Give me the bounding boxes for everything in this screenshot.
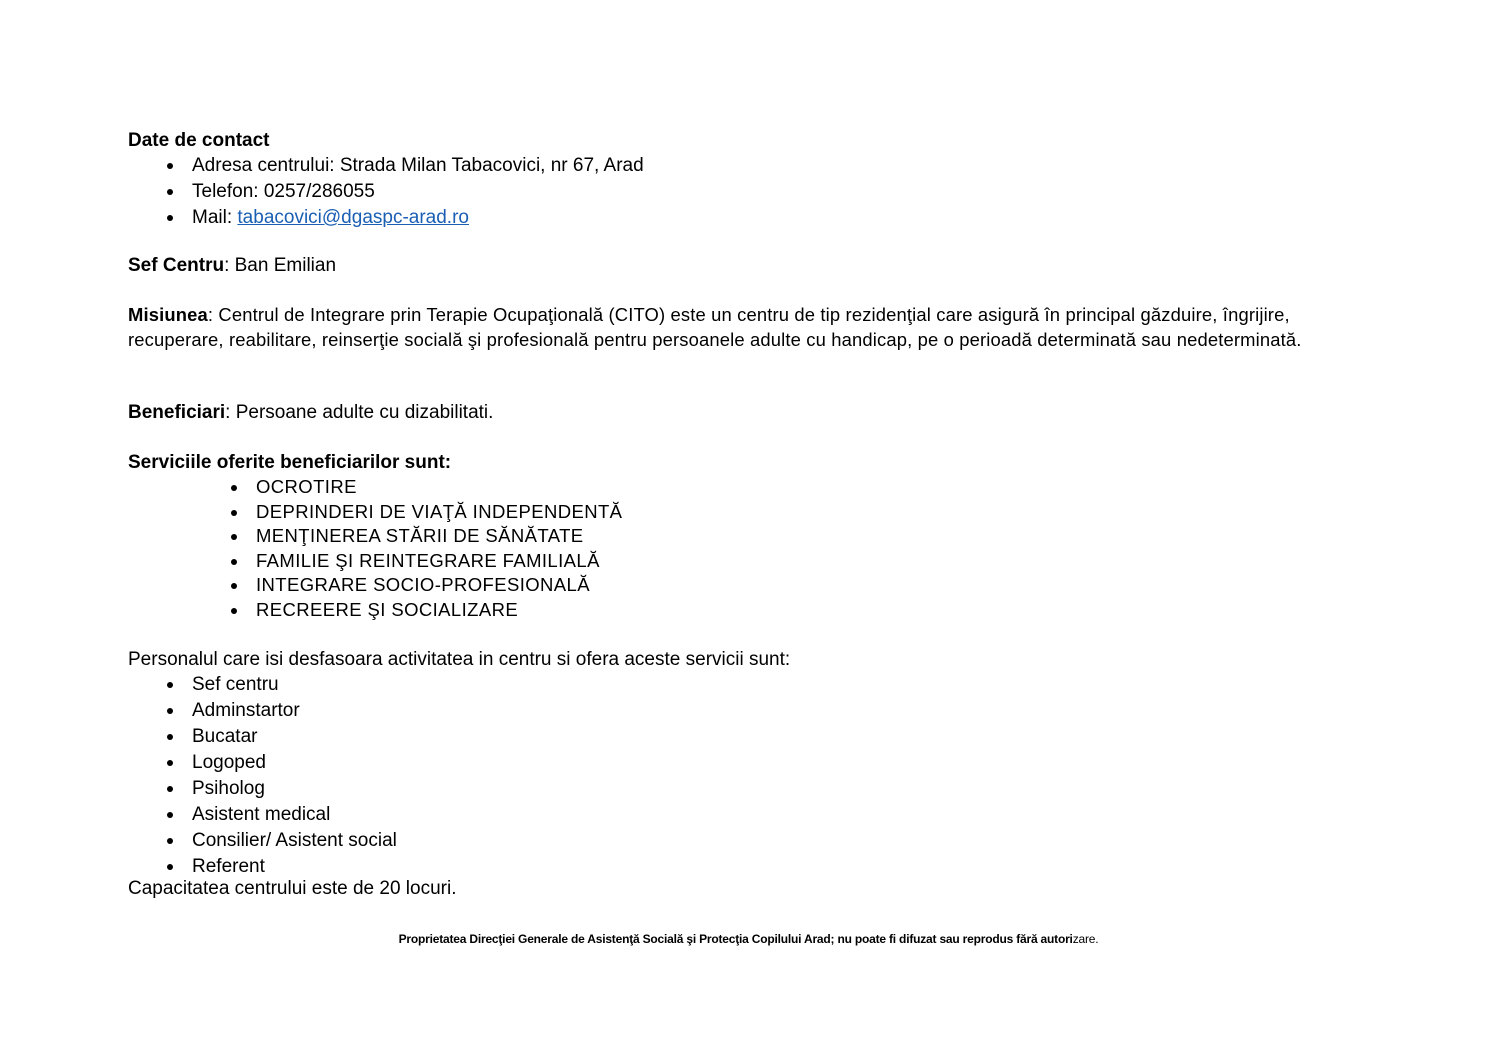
chief-label: Sef Centru — [128, 255, 225, 276]
bullet-icon — [167, 864, 173, 870]
list-item — [128, 500, 622, 525]
bullet-icon — [167, 760, 173, 766]
list-item — [128, 828, 790, 854]
footer-main: Proprietatea Direcţiei Generale de Asistenţă Socială şi Protecţia Copilului Arad; nu poate fi difuzat sau reprodus fără autori — [398, 932, 1073, 946]
staff-role: Bucatar — [192, 726, 258, 747]
capacity-text: Capacitatea centrului este de 20 locuri. — [128, 878, 457, 899]
bullet-icon — [167, 215, 173, 221]
staff-list — [128, 672, 790, 880]
services-heading: Serviciile oferite beneficiarilor sunt: — [128, 452, 452, 473]
service-label: RECREERE ŞI SOCIALIZARE — [256, 598, 519, 620]
bullet-icon — [167, 189, 173, 195]
bullet-icon — [167, 838, 173, 844]
list-item — [128, 549, 622, 574]
list-item — [128, 724, 790, 750]
bullet-icon — [167, 682, 173, 688]
beneficiaries-line — [128, 400, 493, 425]
contact-list — [128, 153, 644, 231]
contact-phone: Telefon: 0257/286055 — [192, 181, 375, 202]
list-item — [128, 698, 790, 724]
list-item — [128, 475, 622, 500]
staff-role: Adminstartor — [192, 700, 300, 721]
mission-label: Misiunea — [128, 304, 208, 325]
list-item — [128, 153, 644, 179]
staff-role: Logoped — [192, 752, 266, 773]
bullet-icon — [231, 559, 237, 565]
service-label: MENŢINEREA STĂRII DE SĂNĂTATE — [256, 525, 584, 547]
bullet-icon — [167, 734, 173, 740]
list-item — [128, 205, 644, 231]
chief-value: : Ban Emilian — [224, 255, 337, 276]
services-list — [128, 475, 622, 623]
footer-disclaimer — [0, 931, 1497, 947]
staff-intro: Personalul care isi desfasoara activitatea in centru si ofera aceste servicii sunt: — [128, 649, 791, 670]
chief-line — [128, 253, 336, 278]
staff-role: Psiholog — [192, 778, 265, 799]
service-label: DEPRINDERI DE VIAŢĂ INDEPENDENTĂ — [256, 500, 623, 522]
staff-role: Sef centru — [192, 674, 279, 695]
footer-tail: zare. — [1072, 932, 1099, 946]
staff-role: Consilier/ Asistent social — [192, 830, 397, 851]
services-section — [128, 450, 622, 623]
bullet-icon — [231, 534, 237, 540]
list-item — [128, 750, 790, 776]
bullet-icon — [231, 583, 237, 589]
service-label: FAMILIE ŞI REINTEGRARE FAMILIALĂ — [256, 549, 600, 571]
bullet-icon — [231, 485, 237, 491]
list-item — [128, 854, 790, 880]
contact-email-link[interactable]: tabacovici@dgaspc-arad.ro — [237, 207, 469, 228]
bullet-icon — [167, 163, 173, 169]
list-item — [128, 776, 790, 802]
bullet-icon — [167, 786, 173, 792]
list-item — [128, 179, 644, 205]
contact-heading: Date de contact — [128, 130, 270, 151]
staff-section — [128, 647, 790, 901]
staff-role: Referent — [192, 856, 265, 877]
staff-role: Asistent medical — [192, 804, 331, 825]
service-label: OCROTIRE — [256, 476, 357, 497]
mission-paragraph — [128, 303, 1378, 352]
beneficiaries-value: : Persoane adulte cu dizabilitati. — [225, 402, 494, 423]
contact-section — [128, 128, 644, 231]
bullet-icon — [231, 510, 237, 516]
list-item — [128, 672, 790, 698]
list-item — [128, 802, 790, 828]
bullet-icon — [167, 812, 173, 818]
beneficiaries-label: Beneficiari — [128, 402, 226, 423]
list-item — [128, 573, 622, 598]
list-item — [128, 524, 622, 549]
bullet-icon — [167, 708, 173, 714]
mission-text: : Centrul de Integrare prin Terapie Ocupaţională (CITO) este un centru de tip rezidenţial care asigură în principal găzduire, îngrijire, recuperare, reabilitare, reinserţie socială şi profesională pentru persoanele adulte cu handicap, pe o perioadă determinată sau nedeterminată. — [128, 304, 1302, 350]
contact-address: Adresa centrului: Strada Milan Tabacovici, nr 67, Arad — [192, 155, 644, 176]
bullet-icon — [231, 608, 237, 614]
service-label: INTEGRARE SOCIO-PROFESIONALĂ — [256, 574, 590, 596]
list-item — [128, 598, 622, 623]
contact-mail-label: Mail: — [192, 207, 238, 228]
